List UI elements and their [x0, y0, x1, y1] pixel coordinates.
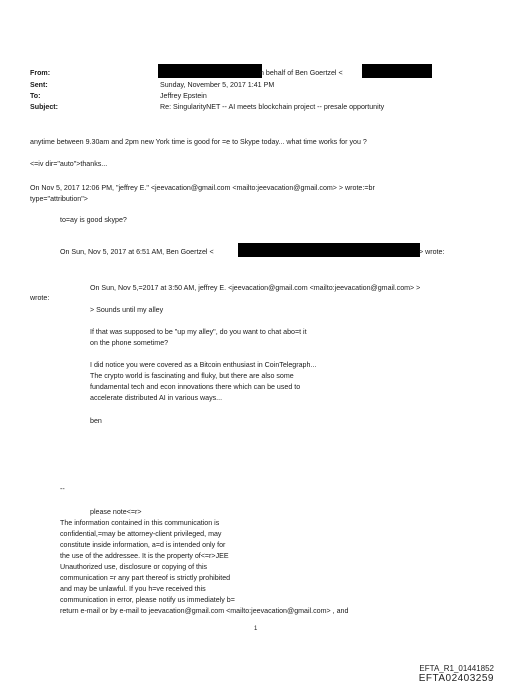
subject-label: Subject:: [30, 103, 58, 111]
notice-line: Unauthorized use, disclosure or copying of this: [60, 563, 208, 571]
page-number: 1: [254, 626, 258, 632]
quoted-line: wrote:: [30, 294, 50, 302]
notice-line: the use of the addressee. It is the property of<=r>JEE: [60, 552, 229, 560]
sent-value: Sunday, November 5, 2017 1:41 PM: [160, 81, 275, 89]
notice-line: The information contained in this communication is: [60, 519, 220, 527]
quoted-line: The crypto world is fascinating and fluky, but there are also some: [90, 372, 294, 380]
quoted-line: > wrote:: [419, 248, 445, 256]
bates-ref-1: EFTA_R1_01441852: [419, 664, 494, 673]
quoted-line: to=ay is good skype?: [60, 216, 127, 224]
quoted-line: accelerate distributed AI in various ways...: [90, 394, 223, 402]
to-value: Jeffrey Epstein: [160, 92, 207, 100]
quoted-line: on the phone sometime?: [90, 339, 169, 347]
to-label: To:: [30, 92, 41, 100]
notice-line: and may be unlawful. If you h=ve received this: [60, 585, 206, 593]
notice-line: confidential,=may be attorney-client privileged, may: [60, 530, 222, 538]
notice-line: constitute inside information, a=d is intended only for: [60, 541, 226, 549]
subject-value: Re: SingularityNET -- AI meets blockchain project -- presale opportunity: [160, 103, 385, 111]
body-line: On Nov 5, 2017 12:06 PM, "jeffrey E." <jeevacation@gmail.com <mailto:jeevacation@gmail.com> > wrote:=br: [30, 184, 375, 192]
separator-dashes: --: [60, 485, 65, 493]
from-label: From:: [30, 69, 51, 77]
notice-heading: please note<=r>: [90, 508, 142, 516]
body-line: <=iv dir="auto">thanks...: [30, 160, 108, 168]
notice-line: communication in error, please notify us immediately b=: [60, 596, 235, 604]
body-line: anytime between 9.30am and 2pm new York time is good for =e to Skype today... what time works for you ?: [30, 138, 367, 146]
bates-ref-2: EFTA02403259: [418, 673, 494, 684]
body-line: type="attribution">: [30, 195, 88, 203]
redaction-bar: [362, 64, 432, 78]
quoted-line: > Sounds until my alley: [90, 306, 164, 314]
notice-line: return e-mail or by e-mail to jeevacation@gmail.com <mailto:jeevacation@gmail.com> , and: [60, 607, 349, 615]
quoted-line: If that was supposed to be "up my alley", do you want to chat abo=t it: [90, 328, 307, 336]
notice-line: communication =r any part thereof is strictly prohibited: [60, 574, 231, 582]
quoted-line: On Sun, Nov 5, 2017 at 6:51 AM, Ben Goertzel <: [60, 248, 214, 256]
from-value: n behalf of Ben Goertzel <: [260, 69, 343, 77]
quoted-line: On Sun, Nov 5,=2017 at 3:50 AM, jeffrey E. <jeevacation@gmail.com <mailto:jeevacation@gmail.com> >: [90, 284, 421, 292]
quoted-line: I did notice you were covered as a Bitcoin enthusiast in CoinTelegraph...: [90, 361, 317, 369]
sent-label: Sent:: [30, 81, 48, 89]
quoted-line: fundamental tech and econ innovations there which can be used to: [90, 383, 301, 391]
redaction-bar: [238, 243, 420, 257]
signature: ben: [90, 417, 102, 425]
redaction-bar: [158, 64, 262, 78]
